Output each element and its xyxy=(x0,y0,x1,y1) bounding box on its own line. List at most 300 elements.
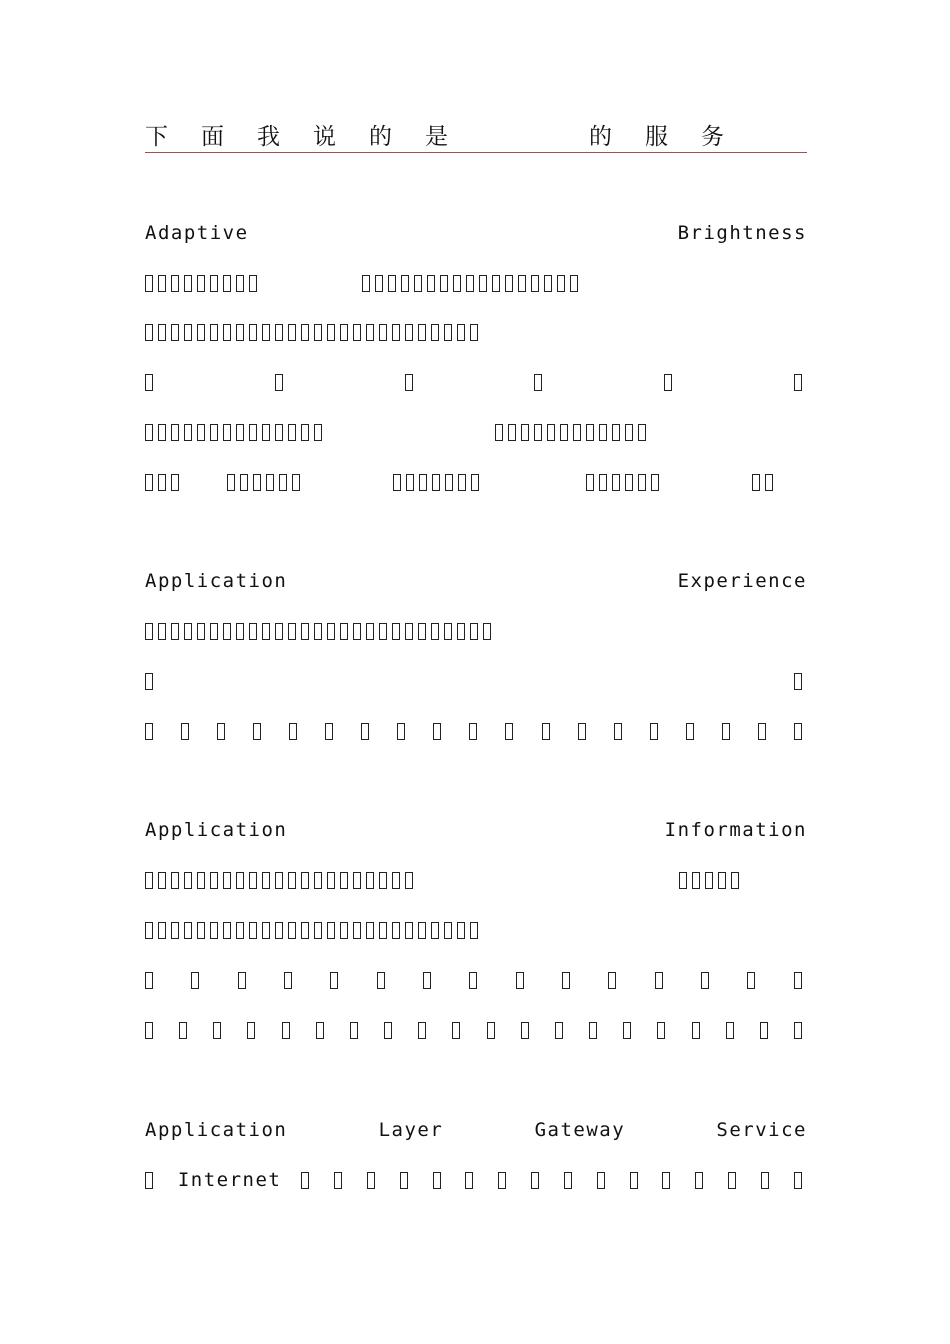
missing-glyph-run xyxy=(752,474,778,491)
missing-glyph xyxy=(599,474,607,491)
missing-glyph xyxy=(249,424,257,441)
section-heading xyxy=(145,1116,807,1144)
missing-glyph xyxy=(516,972,524,989)
missing-glyph xyxy=(414,275,422,292)
missing-glyph xyxy=(457,922,465,939)
missing-glyph xyxy=(325,723,333,740)
missing-glyph-run xyxy=(145,424,327,441)
missing-glyph xyxy=(418,623,426,640)
missing-glyph xyxy=(223,623,231,640)
missing-glyph xyxy=(794,1172,802,1189)
missing-glyph xyxy=(388,275,396,292)
missing-glyph xyxy=(361,723,369,740)
missing-glyph xyxy=(353,623,361,640)
missing-glyph xyxy=(171,424,179,441)
missing-glyph xyxy=(210,424,218,441)
missing-glyph xyxy=(240,474,248,491)
missing-glyph xyxy=(521,424,529,441)
missing-glyph xyxy=(375,275,383,292)
missing-glyph xyxy=(794,673,802,690)
missing-glyph xyxy=(284,972,292,989)
missing-glyph xyxy=(760,1022,768,1039)
missing-glyph xyxy=(731,872,739,889)
missing-glyph xyxy=(765,474,773,491)
missing-glyph xyxy=(479,275,487,292)
missing-glyph xyxy=(353,922,361,939)
heading-word: Application xyxy=(145,570,288,592)
missing-glyph xyxy=(262,424,270,441)
missing-glyph xyxy=(179,1022,187,1039)
missing-glyph xyxy=(171,324,179,341)
missing-glyph xyxy=(223,872,231,889)
missing-glyph xyxy=(427,275,435,292)
missing-glyph xyxy=(184,275,192,292)
missing-glyph xyxy=(695,1172,703,1189)
missing-glyph xyxy=(453,275,461,292)
missing-glyph xyxy=(236,922,244,939)
missing-glyph xyxy=(431,922,439,939)
missing-glyph xyxy=(608,972,616,989)
inline-word: Internet xyxy=(177,1169,282,1191)
heading-word: Adaptive xyxy=(145,222,249,244)
missing-glyph xyxy=(679,872,687,889)
title-char: 说 xyxy=(313,123,336,150)
missing-glyph xyxy=(521,1022,529,1039)
missing-glyph xyxy=(282,1022,290,1039)
missing-glyph xyxy=(236,324,244,341)
missing-glyph xyxy=(366,623,374,640)
missing-glyph xyxy=(262,623,270,640)
missing-glyph xyxy=(471,474,479,491)
missing-glyph-run xyxy=(227,474,305,491)
garbled-text-line xyxy=(145,916,807,944)
missing-glyph xyxy=(470,922,478,939)
missing-glyph xyxy=(353,872,361,889)
missing-glyph xyxy=(747,972,755,989)
missing-glyph xyxy=(469,972,477,989)
missing-glyph xyxy=(253,723,261,740)
missing-glyph xyxy=(236,424,244,441)
missing-glyph xyxy=(452,1022,460,1039)
missing-glyph xyxy=(433,723,441,740)
missing-glyph xyxy=(544,275,552,292)
missing-glyph xyxy=(392,872,400,889)
missing-glyph xyxy=(469,723,477,740)
missing-glyph xyxy=(158,922,166,939)
missing-glyph xyxy=(586,474,594,491)
missing-glyph xyxy=(334,1172,342,1189)
missing-glyph xyxy=(758,723,766,740)
missing-glyph xyxy=(722,723,730,740)
missing-glyph xyxy=(531,275,539,292)
missing-glyph xyxy=(145,424,153,441)
missing-glyph xyxy=(534,374,542,391)
missing-glyph xyxy=(340,922,348,939)
missing-glyph xyxy=(718,872,726,889)
missing-glyph xyxy=(227,474,235,491)
missing-glyph xyxy=(495,424,503,441)
missing-glyph xyxy=(614,723,622,740)
missing-glyph xyxy=(405,623,413,640)
heading-word: Layer xyxy=(378,1119,444,1141)
missing-glyph xyxy=(184,922,192,939)
title-divider xyxy=(145,152,807,153)
missing-glyph xyxy=(401,275,409,292)
missing-glyph xyxy=(327,922,335,939)
missing-glyph xyxy=(508,424,516,441)
missing-glyph xyxy=(444,922,452,939)
missing-glyph xyxy=(625,474,633,491)
garbled-text-line xyxy=(145,667,807,695)
missing-glyph xyxy=(223,324,231,341)
title-char: 下 xyxy=(145,123,168,150)
missing-glyph xyxy=(487,1022,495,1039)
missing-glyph xyxy=(397,723,405,740)
missing-glyph xyxy=(330,972,338,989)
missing-glyph xyxy=(562,972,570,989)
missing-glyph xyxy=(623,1022,631,1039)
missing-glyph xyxy=(158,872,166,889)
missing-glyph xyxy=(158,474,166,491)
missing-glyph xyxy=(384,1022,392,1039)
missing-glyph xyxy=(794,1022,802,1039)
missing-glyph xyxy=(423,972,431,989)
missing-glyph xyxy=(145,474,153,491)
missing-glyph xyxy=(217,723,225,740)
missing-glyph xyxy=(340,324,348,341)
missing-glyph xyxy=(301,324,309,341)
missing-glyph xyxy=(197,623,205,640)
missing-glyph xyxy=(393,474,401,491)
missing-glyph xyxy=(340,872,348,889)
heading-word: Application xyxy=(145,1119,288,1141)
garbled-text-line xyxy=(145,1016,807,1044)
section-heading xyxy=(145,219,807,247)
missing-glyph xyxy=(599,424,607,441)
missing-glyph xyxy=(794,374,802,391)
missing-glyph xyxy=(145,723,153,740)
missing-glyph xyxy=(657,1022,665,1039)
missing-glyph xyxy=(171,623,179,640)
missing-glyph xyxy=(184,872,192,889)
missing-glyph xyxy=(288,922,296,939)
missing-glyph xyxy=(470,324,478,341)
missing-glyph xyxy=(444,623,452,640)
missing-glyph-run xyxy=(393,474,484,491)
missing-glyph xyxy=(470,623,478,640)
missing-glyph xyxy=(301,424,309,441)
missing-glyph xyxy=(586,424,594,441)
missing-glyph xyxy=(301,623,309,640)
missing-glyph xyxy=(247,1022,255,1039)
missing-glyph xyxy=(145,1172,153,1189)
missing-glyph xyxy=(400,1172,408,1189)
missing-glyph xyxy=(145,922,153,939)
missing-glyph xyxy=(794,972,802,989)
missing-glyph xyxy=(419,474,427,491)
missing-glyph xyxy=(275,424,283,441)
missing-glyph xyxy=(458,474,466,491)
missing-glyph xyxy=(465,1172,473,1189)
garbled-text-line xyxy=(145,418,807,446)
missing-glyph-run xyxy=(679,872,744,889)
missing-glyph xyxy=(316,1022,324,1039)
missing-glyph xyxy=(184,324,192,341)
missing-glyph xyxy=(236,275,244,292)
missing-glyph xyxy=(249,275,257,292)
missing-glyph xyxy=(145,275,153,292)
missing-glyph xyxy=(392,324,400,341)
missing-glyph xyxy=(145,324,153,341)
garbled-text-line xyxy=(145,966,807,994)
missing-glyph xyxy=(625,424,633,441)
missing-glyph xyxy=(728,1172,736,1189)
missing-glyph xyxy=(184,424,192,441)
missing-glyph xyxy=(197,922,205,939)
title-char: 是 xyxy=(425,123,448,150)
missing-glyph-run xyxy=(145,922,483,939)
garbled-text-line xyxy=(145,318,807,346)
missing-glyph xyxy=(266,474,274,491)
missing-glyph xyxy=(279,474,287,491)
missing-glyph xyxy=(366,324,374,341)
missing-glyph xyxy=(275,922,283,939)
missing-glyph xyxy=(301,1172,309,1189)
missing-glyph xyxy=(350,1022,358,1039)
missing-glyph xyxy=(197,872,205,889)
missing-glyph xyxy=(210,872,218,889)
section-heading xyxy=(145,567,807,595)
missing-glyph xyxy=(275,324,283,341)
missing-glyph xyxy=(210,275,218,292)
missing-glyph xyxy=(145,1022,153,1039)
missing-glyph xyxy=(405,324,413,341)
missing-glyph xyxy=(630,1172,638,1189)
missing-glyph xyxy=(597,1172,605,1189)
missing-glyph xyxy=(492,275,500,292)
missing-glyph xyxy=(158,324,166,341)
missing-glyph xyxy=(288,872,296,889)
missing-glyph xyxy=(405,374,413,391)
missing-glyph xyxy=(432,474,440,491)
missing-glyph xyxy=(379,922,387,939)
missing-glyph xyxy=(794,723,802,740)
missing-glyph xyxy=(457,324,465,341)
missing-glyph xyxy=(275,872,283,889)
missing-glyph xyxy=(314,922,322,939)
missing-glyph xyxy=(705,872,713,889)
missing-glyph xyxy=(726,1022,734,1039)
garbled-text-line xyxy=(145,866,807,894)
missing-glyph xyxy=(262,324,270,341)
missing-glyph xyxy=(289,723,297,740)
title-char: 服 xyxy=(645,123,668,150)
missing-glyph xyxy=(547,424,555,441)
missing-glyph xyxy=(392,623,400,640)
missing-glyph xyxy=(366,872,374,889)
missing-glyph xyxy=(314,623,322,640)
missing-glyph xyxy=(761,1172,769,1189)
missing-glyph xyxy=(612,424,620,441)
missing-glyph xyxy=(483,623,491,640)
missing-glyph xyxy=(171,872,179,889)
missing-glyph-run xyxy=(145,872,418,889)
missing-glyph xyxy=(445,474,453,491)
missing-glyph xyxy=(662,1172,670,1189)
missing-glyph xyxy=(197,424,205,441)
garbled-text-line xyxy=(145,468,807,496)
missing-glyph xyxy=(158,424,166,441)
missing-glyph xyxy=(327,623,335,640)
missing-glyph xyxy=(327,872,335,889)
missing-glyph xyxy=(181,723,189,740)
missing-glyph xyxy=(418,922,426,939)
title-char: 我 xyxy=(257,123,280,150)
missing-glyph xyxy=(555,1022,563,1039)
missing-glyph xyxy=(651,474,659,491)
missing-glyph xyxy=(638,474,646,491)
heading-word: Brightness xyxy=(677,222,807,244)
garbled-text-line xyxy=(145,617,807,645)
heading-word: Information xyxy=(664,819,807,841)
missing-glyph xyxy=(431,623,439,640)
missing-glyph xyxy=(238,972,246,989)
missing-glyph-run xyxy=(586,474,664,491)
missing-glyph xyxy=(314,424,322,441)
missing-glyph xyxy=(531,1172,539,1189)
missing-glyph xyxy=(353,324,361,341)
title-char: 务 xyxy=(701,123,724,150)
missing-glyph xyxy=(418,1022,426,1039)
missing-glyph xyxy=(223,424,231,441)
garbled-text-line xyxy=(145,1166,807,1194)
missing-glyph xyxy=(184,623,192,640)
heading-word: Service xyxy=(716,1119,807,1141)
heading-word: Gateway xyxy=(534,1119,626,1141)
missing-glyph xyxy=(406,474,414,491)
missing-glyph xyxy=(210,922,218,939)
missing-glyph xyxy=(433,1172,441,1189)
missing-glyph xyxy=(158,275,166,292)
missing-glyph-run xyxy=(362,275,583,292)
missing-glyph xyxy=(505,275,513,292)
missing-glyph xyxy=(557,275,565,292)
missing-glyph xyxy=(612,474,620,491)
missing-glyph xyxy=(570,275,578,292)
missing-glyph xyxy=(236,872,244,889)
missing-glyph xyxy=(560,424,568,441)
missing-glyph xyxy=(366,922,374,939)
missing-glyph xyxy=(655,972,663,989)
missing-glyph xyxy=(249,872,257,889)
missing-glyph xyxy=(518,275,526,292)
missing-glyph xyxy=(288,623,296,640)
missing-glyph xyxy=(171,474,179,491)
missing-glyph xyxy=(197,275,205,292)
missing-glyph xyxy=(686,723,694,740)
missing-glyph-run xyxy=(145,275,262,292)
missing-glyph xyxy=(158,623,166,640)
missing-glyph xyxy=(213,1022,221,1039)
missing-glyph xyxy=(275,374,283,391)
missing-glyph xyxy=(638,424,646,441)
missing-glyph xyxy=(314,324,322,341)
section-heading xyxy=(145,816,807,844)
missing-glyph xyxy=(327,324,335,341)
missing-glyph xyxy=(210,324,218,341)
missing-glyph-run xyxy=(145,623,496,640)
garbled-text-line xyxy=(145,368,807,396)
missing-glyph xyxy=(457,623,465,640)
missing-glyph xyxy=(171,275,179,292)
missing-glyph xyxy=(249,623,257,640)
heading-word: Application xyxy=(145,819,288,841)
missing-glyph xyxy=(650,723,658,740)
missing-glyph xyxy=(405,872,413,889)
missing-glyph xyxy=(692,1022,700,1039)
title-char: 面 xyxy=(201,123,224,150)
missing-glyph xyxy=(292,474,300,491)
missing-glyph xyxy=(340,623,348,640)
missing-glyph xyxy=(301,872,309,889)
missing-glyph xyxy=(466,275,474,292)
missing-glyph xyxy=(362,275,370,292)
missing-glyph xyxy=(197,324,205,341)
missing-glyph xyxy=(253,474,261,491)
missing-glyph-run xyxy=(495,424,651,441)
missing-glyph xyxy=(578,723,586,740)
missing-glyph xyxy=(288,324,296,341)
missing-glyph xyxy=(701,972,709,989)
missing-glyph xyxy=(314,872,322,889)
missing-glyph xyxy=(171,922,179,939)
missing-glyph xyxy=(589,1022,597,1039)
missing-glyph xyxy=(431,324,439,341)
missing-glyph xyxy=(392,922,400,939)
garbled-text-line xyxy=(145,717,807,745)
missing-glyph xyxy=(223,275,231,292)
missing-glyph xyxy=(249,922,257,939)
missing-glyph xyxy=(145,673,153,690)
missing-glyph xyxy=(752,474,760,491)
missing-glyph xyxy=(145,623,153,640)
missing-glyph xyxy=(275,623,283,640)
missing-glyph xyxy=(223,922,231,939)
missing-glyph xyxy=(564,1172,572,1189)
missing-glyph xyxy=(288,424,296,441)
missing-glyph xyxy=(379,872,387,889)
page-title xyxy=(145,118,807,150)
title-char: 的 xyxy=(369,123,392,150)
missing-glyph xyxy=(542,723,550,740)
missing-glyph xyxy=(534,424,542,441)
missing-glyph xyxy=(379,623,387,640)
missing-glyph xyxy=(145,872,153,889)
missing-glyph xyxy=(191,972,199,989)
missing-glyph xyxy=(145,374,153,391)
missing-glyph xyxy=(210,623,218,640)
missing-glyph xyxy=(692,872,700,889)
missing-glyph-run xyxy=(145,474,184,491)
missing-glyph xyxy=(405,922,413,939)
title-char: 的 xyxy=(589,123,612,150)
missing-glyph xyxy=(444,324,452,341)
missing-glyph xyxy=(418,324,426,341)
missing-glyph xyxy=(301,922,309,939)
missing-glyph xyxy=(379,324,387,341)
garbled-text-line xyxy=(145,269,807,297)
missing-glyph xyxy=(505,723,513,740)
